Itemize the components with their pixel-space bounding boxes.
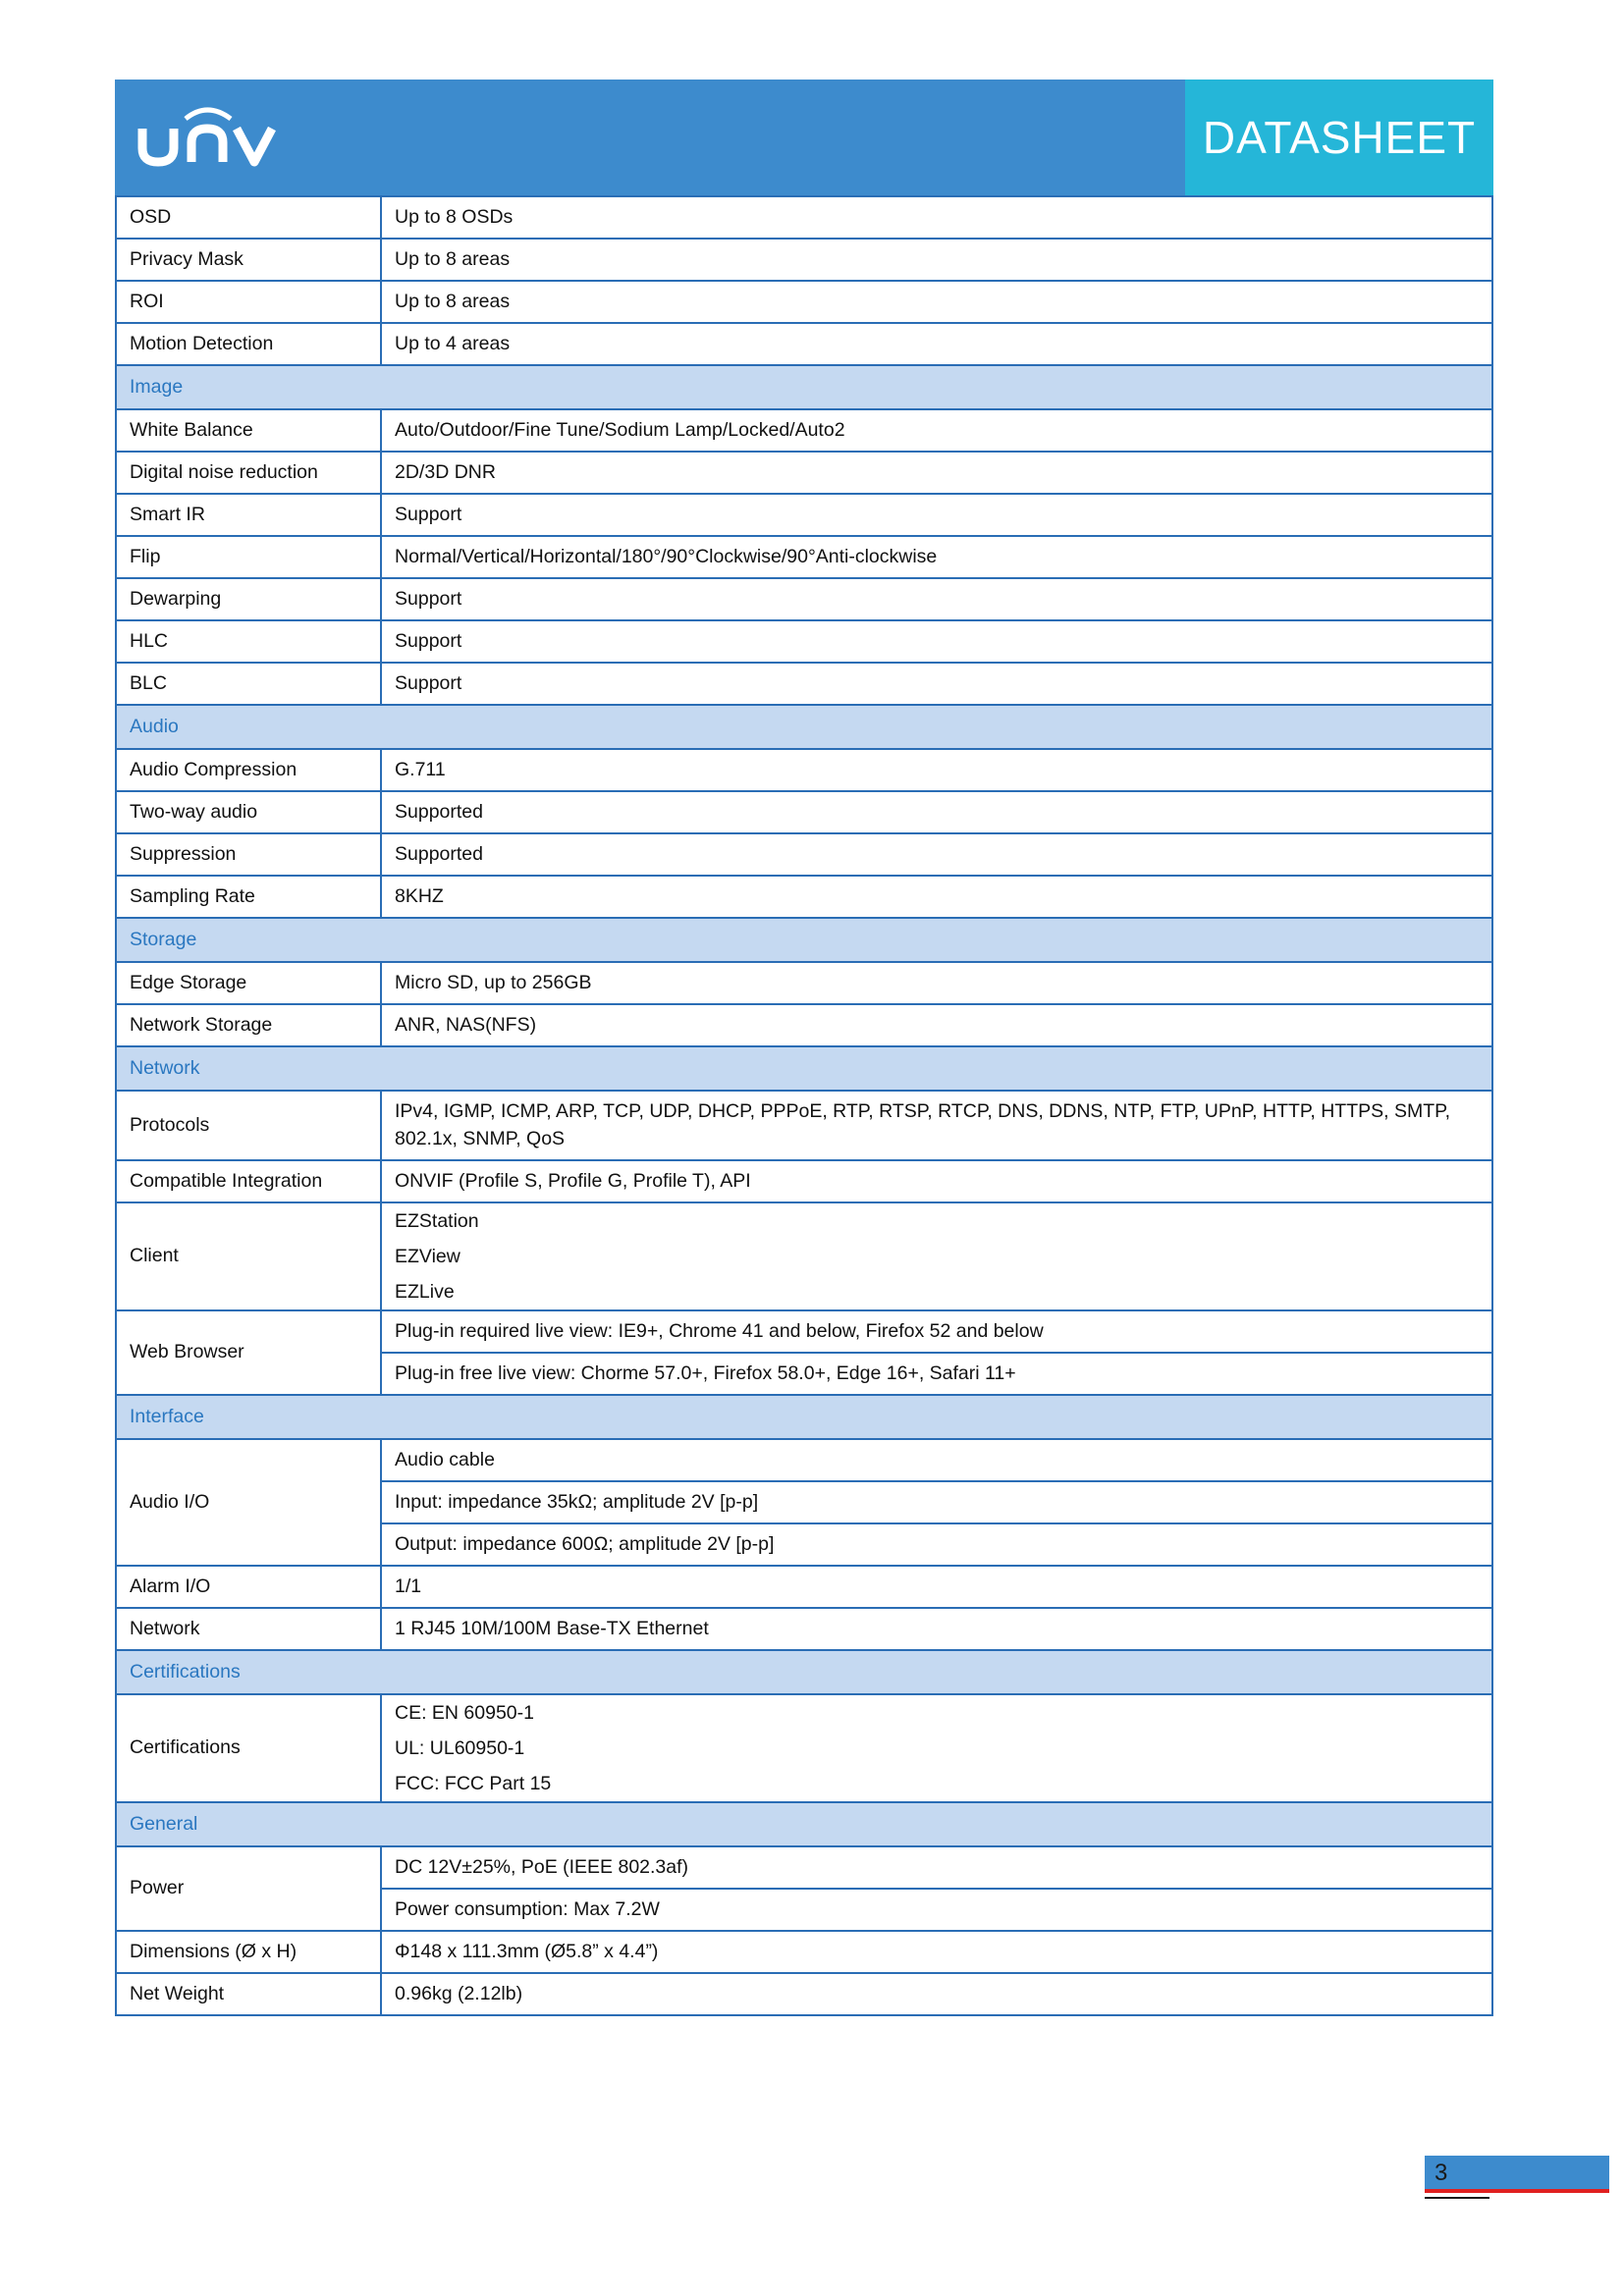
spec-value: 1 RJ45 10M/100M Base-TX Ethernet bbox=[381, 1608, 1492, 1650]
spec-value bbox=[381, 1694, 1492, 1802]
section-header bbox=[116, 365, 1492, 409]
spec-value bbox=[381, 1202, 1492, 1310]
spec-value: Up to 8 OSDs bbox=[381, 196, 1492, 239]
section-title: Storage bbox=[116, 918, 1492, 962]
spec-key: Sampling Rate bbox=[116, 876, 381, 918]
table-row bbox=[116, 620, 1492, 663]
spec-value: Support bbox=[381, 620, 1492, 663]
spec-key: Certifications bbox=[116, 1694, 381, 1802]
page-number-box bbox=[1425, 2156, 1609, 2193]
spec-value: Up to 8 areas bbox=[381, 281, 1492, 323]
unv-logo-icon bbox=[136, 99, 284, 170]
spec-value: Audio cable bbox=[381, 1439, 1492, 1481]
spec-value: Auto/Outdoor/Fine Tune/Sodium Lamp/Locked/Auto2 bbox=[381, 409, 1492, 452]
spec-value: DC 12V±25%, PoE (IEEE 802.3af) bbox=[381, 1846, 1492, 1889]
spec-value: Supported bbox=[381, 791, 1492, 833]
table-row bbox=[116, 196, 1492, 239]
section-title: Network bbox=[116, 1046, 1492, 1091]
spec-key: Client bbox=[116, 1202, 381, 1310]
section-header bbox=[116, 1395, 1492, 1439]
spec-key: Digital noise reduction bbox=[116, 452, 381, 494]
spec-value: Support bbox=[381, 494, 1492, 536]
table-row bbox=[116, 494, 1492, 536]
section-title: Image bbox=[116, 365, 1492, 409]
spec-value: Normal/Vertical/Horizontal/180°/90°Clockwise/90°Anti-clockwise bbox=[381, 536, 1492, 578]
section-title: Interface bbox=[116, 1395, 1492, 1439]
spec-key: Flip bbox=[116, 536, 381, 578]
table-row bbox=[116, 1608, 1492, 1650]
page-header bbox=[115, 80, 1493, 195]
table-row bbox=[116, 876, 1492, 918]
page-number: 3 bbox=[1435, 2160, 1448, 2186]
table-row bbox=[116, 833, 1492, 876]
table-row bbox=[116, 1439, 1492, 1481]
spec-key: Two-way audio bbox=[116, 791, 381, 833]
spec-key: Audio Compression bbox=[116, 749, 381, 791]
spec-value-line: UL: UL60950-1 bbox=[395, 1736, 525, 1759]
spec-value: 0.96kg (2.12lb) bbox=[381, 1973, 1492, 2015]
section-header bbox=[116, 1650, 1492, 1694]
spec-value: Output: impedance 600Ω; amplitude 2V [p-p] bbox=[381, 1523, 1492, 1566]
table-row bbox=[116, 1160, 1492, 1202]
brand-logo bbox=[115, 80, 1185, 195]
spec-value: IPv4, IGMP, ICMP, ARP, TCP, UDP, DHCP, PPPoE, RTP, RTSP, RTCP, DNS, DDNS, NTP, FTP, UPnP, HTTP, HTTPS, SMTP, 802.1x, SNMP, QoS bbox=[381, 1091, 1492, 1160]
spec-key: OSD bbox=[116, 196, 381, 239]
table-row bbox=[116, 452, 1492, 494]
table-row bbox=[116, 1091, 1492, 1160]
spec-value: 1/1 bbox=[381, 1566, 1492, 1608]
spec-key: Web Browser bbox=[116, 1310, 381, 1395]
spec-value: 2D/3D DNR bbox=[381, 452, 1492, 494]
section-title: Audio bbox=[116, 705, 1492, 749]
table-row bbox=[116, 962, 1492, 1004]
spec-key: Net Weight bbox=[116, 1973, 381, 2015]
spec-key: Edge Storage bbox=[116, 962, 381, 1004]
spec-value-line: EZView bbox=[395, 1245, 460, 1267]
spec-key: Power bbox=[116, 1846, 381, 1931]
spec-value: Input: impedance 35kΩ; amplitude 2V [p-p] bbox=[381, 1481, 1492, 1523]
spec-key: Audio I/O bbox=[116, 1439, 381, 1566]
spec-key: Motion Detection bbox=[116, 323, 381, 365]
table-row bbox=[116, 1202, 1492, 1310]
spec-key: Compatible Integration bbox=[116, 1160, 381, 1202]
spec-key: ROI bbox=[116, 281, 381, 323]
spec-key: Network bbox=[116, 1608, 381, 1650]
spec-value: Plug-in required live view: IE9+, Chrome 41 and below, Firefox 52 and below bbox=[381, 1310, 1492, 1353]
spec-value: 8KHZ bbox=[381, 876, 1492, 918]
spec-key: Network Storage bbox=[116, 1004, 381, 1046]
spec-value-line: EZLive bbox=[395, 1280, 455, 1303]
table-row bbox=[116, 1310, 1492, 1353]
spec-value: Up to 8 areas bbox=[381, 239, 1492, 281]
spec-value: ONVIF (Profile S, Profile G, Profile T), API bbox=[381, 1160, 1492, 1202]
spec-table bbox=[115, 195, 1493, 2016]
spec-key: Dimensions (Ø x H) bbox=[116, 1931, 381, 1973]
spec-value: Micro SD, up to 256GB bbox=[381, 962, 1492, 1004]
spec-key: Suppression bbox=[116, 833, 381, 876]
section-header bbox=[116, 705, 1492, 749]
spec-value: Φ148 x 111.3mm (Ø5.8” x 4.4”) bbox=[381, 1931, 1492, 1973]
table-row bbox=[116, 1931, 1492, 1973]
table-row bbox=[116, 409, 1492, 452]
table-row bbox=[116, 536, 1492, 578]
spec-value: G.711 bbox=[381, 749, 1492, 791]
table-row bbox=[116, 239, 1492, 281]
table-row bbox=[116, 1566, 1492, 1608]
spec-value: ANR, NAS(NFS) bbox=[381, 1004, 1492, 1046]
spec-value: Power consumption: Max 7.2W bbox=[381, 1889, 1492, 1931]
section-header bbox=[116, 1802, 1492, 1846]
spec-key: Privacy Mask bbox=[116, 239, 381, 281]
section-title: Certifications bbox=[116, 1650, 1492, 1694]
spec-key: Smart IR bbox=[116, 494, 381, 536]
section-header bbox=[116, 1046, 1492, 1091]
page-underline bbox=[1425, 2197, 1489, 2199]
spec-key: BLC bbox=[116, 663, 381, 705]
spec-key: Alarm I/O bbox=[116, 1566, 381, 1608]
spec-value: Support bbox=[381, 578, 1492, 620]
table-row bbox=[116, 1846, 1492, 1889]
spec-value: Support bbox=[381, 663, 1492, 705]
table-row bbox=[116, 1973, 1492, 2015]
spec-value: Plug-in free live view: Chorme 57.0+, Firefox 58.0+, Edge 16+, Safari 11+ bbox=[381, 1353, 1492, 1395]
table-row bbox=[116, 281, 1492, 323]
table-row bbox=[116, 1004, 1492, 1046]
spec-value-line: EZStation bbox=[395, 1209, 479, 1232]
table-row bbox=[116, 663, 1492, 705]
section-header bbox=[116, 918, 1492, 962]
spec-value: Supported bbox=[381, 833, 1492, 876]
spec-key: HLC bbox=[116, 620, 381, 663]
datasheet-badge: DATASHEET bbox=[1185, 80, 1493, 195]
spec-value-line: CE: EN 60950-1 bbox=[395, 1701, 534, 1724]
table-row bbox=[116, 578, 1492, 620]
table-row bbox=[116, 1694, 1492, 1802]
spec-key: Dewarping bbox=[116, 578, 381, 620]
table-row bbox=[116, 791, 1492, 833]
spec-key: White Balance bbox=[116, 409, 381, 452]
table-row bbox=[116, 323, 1492, 365]
section-title: General bbox=[116, 1802, 1492, 1846]
spec-key: Protocols bbox=[116, 1091, 381, 1160]
table-row bbox=[116, 749, 1492, 791]
spec-value-line: FCC: FCC Part 15 bbox=[395, 1772, 552, 1794]
spec-value: Up to 4 areas bbox=[381, 323, 1492, 365]
